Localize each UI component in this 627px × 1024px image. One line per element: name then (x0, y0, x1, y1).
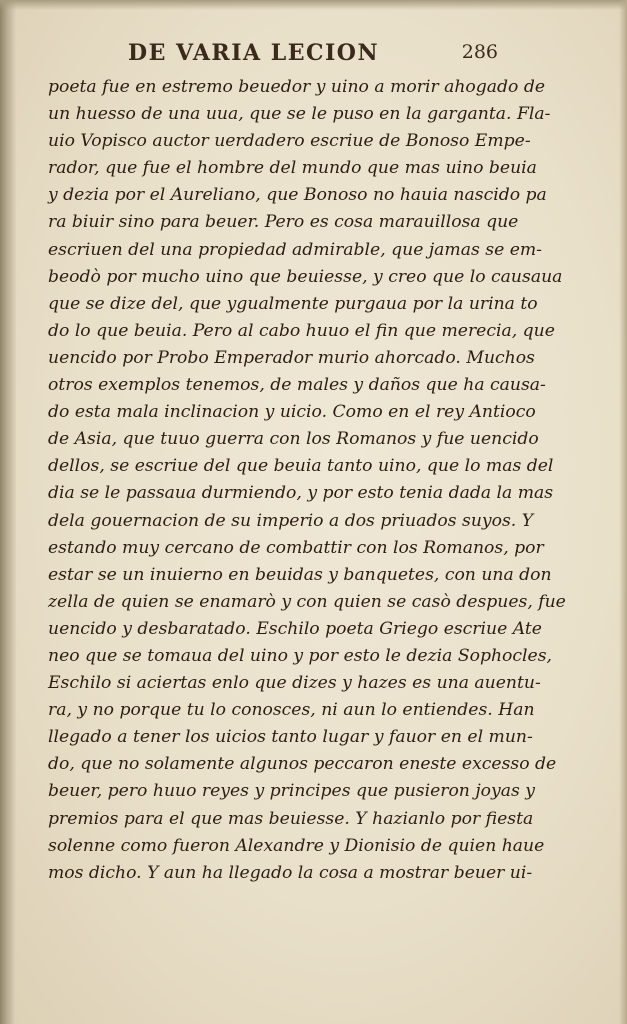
text-line: Eschilo si aciertas enlo que dizes y hazes es una auentu- (48, 673, 541, 694)
text-line: dia se le passaua durmiendo, y por esto tenia dada la mas (48, 483, 554, 504)
page-right-edge (619, 0, 627, 1024)
text-line: otros exemplos tenemos, de males y daños que ha causa- (48, 375, 546, 396)
text-line: escriuen del una propiedad admirable, que jamas se em- (48, 239, 542, 260)
text-line: uencido por Probo Emperador murio ahorcado. Muchos (48, 347, 535, 368)
text-line: neo que se tomaua del uino y por esto le dezia Sophocles, (48, 645, 552, 666)
text-line: beuer, pero huuo reyes y principes que pusieron joyas y (48, 781, 535, 802)
page-number: 286 (461, 41, 498, 63)
text-line: do esta mala inclinacion y uicio. Como en el rey Antioco (48, 402, 536, 423)
text-line: solenne como fueron Alexandre y Dionisio de quien haue (48, 835, 545, 856)
text-line: de Asia, que tuuo guerra con los Romanos y fue uencido (48, 429, 539, 450)
text-line: estando muy cercano de combattir con los Romanos, por (48, 537, 544, 558)
text-line: dela gouernacion de su imperio a dos priuados suyos. Y (48, 510, 534, 531)
body-text (48, 74, 566, 887)
text-line: ra biuir sino para beuer. Pero es cosa marauillosa que (48, 212, 519, 233)
text-line: dellos, se escriue del que beuia tanto uino, que lo mas del (48, 456, 554, 477)
text-line: zella de quien se enamarò y con quien se casò despues, fue (48, 591, 566, 612)
text-line: llegado a tener los uicios tanto lugar y fauor en el mun- (48, 727, 533, 748)
text-line: do, que no solamente algunos peccaron eneste excesso de (48, 754, 557, 775)
text-line: premios para el que mas beuiesse. Y hazianlo por fiesta (48, 808, 534, 829)
text-line: ra, y no porque tu lo conosces, ni aun lo entiendes. Han (48, 700, 535, 721)
text-line: mos dicho. Y aun ha llegado la cosa a mostrar beuer ui- (48, 862, 533, 883)
text-line: rador, que fue el hombre del mundo que mas uino beuia (48, 158, 537, 179)
page-top-edge (0, 0, 627, 10)
text-line: do lo que beuia. Pero al cabo huuo el fin que merecia, que (48, 320, 555, 341)
running-head (128, 40, 498, 70)
text-line: un huesso de una uua, que se le puso en la garganta. Fla- (48, 104, 551, 125)
running-title: DE VARIA LECION (128, 40, 380, 66)
text-line: que se dize del, que ygualmente purgaua por la urina to (48, 293, 538, 314)
text-line: beodò por mucho uino que beuiesse, y creo que lo causaua (48, 266, 563, 287)
text-line: poeta fue en estremo beuedor y uino a morir ahogado de (48, 77, 546, 97)
binding-gutter (0, 0, 16, 1024)
text-line: y dezia por el Aureliano, que Bonoso no hauia nascido pa (48, 185, 547, 206)
text-line: uio Vopisco auctor uerdadero escriue de Bonoso Empe- (48, 131, 531, 152)
text-line: uencido y desbaratado. Eschilo poeta Griego escriue Ate (48, 618, 542, 639)
text-line: estar se un inuierno en beuidas y banquetes, con una don (48, 564, 552, 585)
